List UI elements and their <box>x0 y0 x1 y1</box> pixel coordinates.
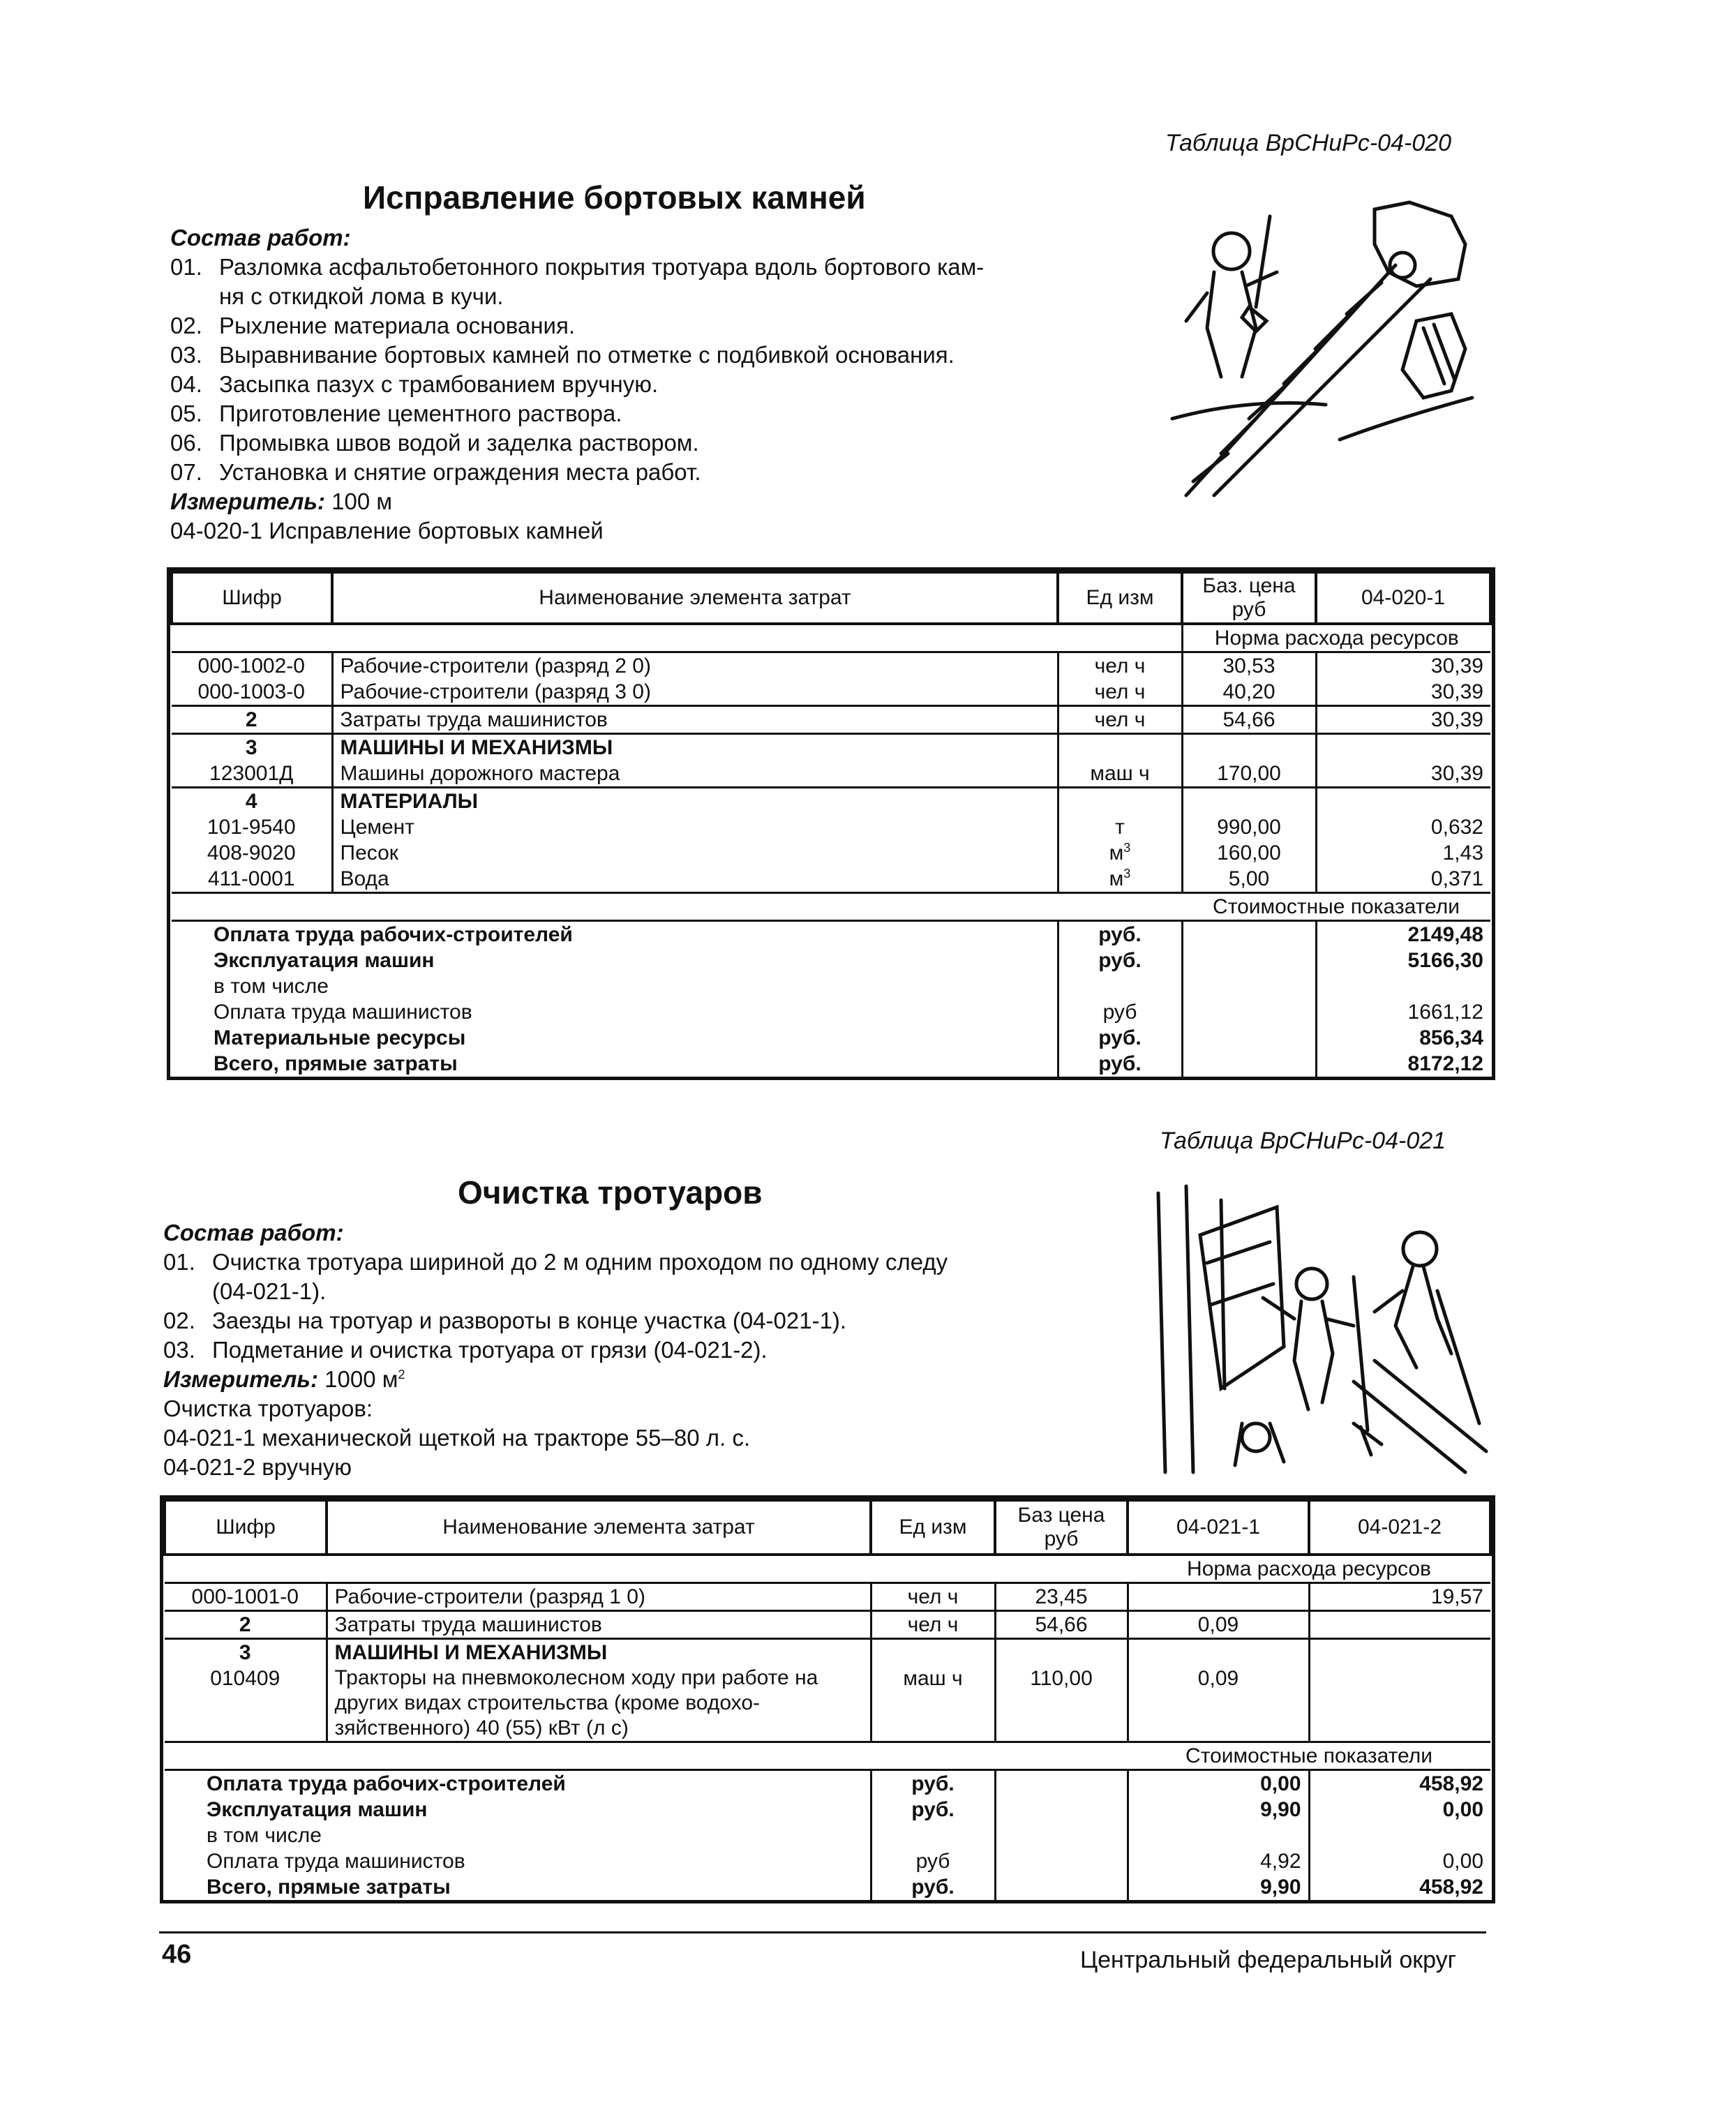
cost-row: Оплата труда рабочих-строителей руб. 0,00 458,92 <box>165 1770 1490 1797</box>
broom-icon <box>1354 1277 1368 1430</box>
work-composition-04-021 <box>163 1218 1098 1482</box>
norma-label: Норма расхода ресурсов <box>1128 1555 1490 1583</box>
table-row: 000-1001-0 Рабочие-строители (разряд 1 0) чел ч 23,45 19,57 <box>165 1583 1490 1611</box>
table-row: 000-1003-0 Рабочие-строители (разряд 3 0) чел ч 40,20 30,39 <box>172 679 1490 706</box>
cost-row: Всего, прямые затраты руб. 9,90 458,92 <box>165 1874 1490 1900</box>
shovel-icon <box>1256 216 1270 307</box>
header-col-04-021-1: 04-021-1 <box>1128 1500 1309 1555</box>
header-name: Наименование элемента затрат <box>327 1500 871 1555</box>
curb-repair-illustration <box>1165 188 1486 502</box>
table-row: 123001Д Машины дорожного мастера маш ч 170,00 30,39 <box>172 761 1490 788</box>
sub-line: 04-021-2 вручную <box>163 1454 352 1480</box>
work-item: 02. Заезды на тротуар и развороты в конце участка (04-021-1). <box>163 1308 847 1333</box>
sub-line: 04-021-1 механической щеткой на тракторе 55–80 л. с. <box>163 1425 750 1451</box>
work-item: (04-021-1). <box>212 1278 327 1304</box>
header-col-04-021-2: 04-021-2 <box>1309 1500 1490 1555</box>
header-unit: Ед изм <box>1058 572 1182 624</box>
table-row: 101-9540 Цемент т 990,00 0,632 <box>172 814 1490 840</box>
table-row: 408-9020 Песок $м^3$ 160,00 1,43 <box>172 840 1490 866</box>
tractor-cab-icon <box>1200 1207 1284 1389</box>
cost-row: Эксплуатация машин руб. 5166,30 <box>172 948 1490 973</box>
sidewalk-cleaning-illustration <box>1144 1179 1493 1479</box>
header-shifr: Шифр <box>165 1500 327 1555</box>
table-row: 4 МАТЕРИАЛЫ <box>172 788 1490 815</box>
work-item: 06. Промывка швов водой и заделка раствором. <box>170 430 699 456</box>
work-item: 01. Очистка тротуара шириной до 2 м одним проходом по одному следу <box>163 1249 948 1275</box>
table-header-row <box>165 1500 1490 1555</box>
header-price: Баз. цена руб <box>1182 572 1316 624</box>
measure-line: Измеритель: 100 м <box>170 488 393 514</box>
stoim-label: Стоимостные показатели <box>1128 1742 1490 1770</box>
header-shifr: Шифр <box>172 572 332 624</box>
work-list <box>170 253 1091 487</box>
work-item: 04. Засыпка пазух с трамбованием вручную. <box>170 371 659 397</box>
resource-table-04-020 <box>170 571 1492 1077</box>
cost-row: Материальные ресурсы руб. 856,34 <box>172 1025 1490 1051</box>
table-row: 000-1002-0 Рабочие-строители (разряд 2 0) чел ч 30,53 30,39 <box>172 652 1490 680</box>
cost-row: в том числе <box>172 973 1490 999</box>
table-row: 3 МАШИНЫ И МЕХАНИЗМЫ <box>165 1639 1490 1666</box>
work-item: 03. Подметание и очистка тротуара от грязи (04-021-2). <box>163 1337 768 1363</box>
work-item: 05. Приготовление цементного раствора. <box>170 401 622 426</box>
stoim-label: Стоимостные показатели <box>1182 893 1490 921</box>
header-name: Наименование элемента затрат <box>332 572 1058 624</box>
section-title-04-020: Исправление бортовых камней <box>363 179 866 216</box>
footer-rule <box>159 1931 1486 1933</box>
rake-icon <box>1437 1291 1479 1423</box>
worker-head-icon <box>1213 233 1250 269</box>
work-composition-04-020 <box>170 223 1091 546</box>
cost-row: Оплата труда машинистов руб 4,92 0,00 <box>165 1848 1490 1874</box>
header-col-04-020-1: 04-020-1 <box>1316 572 1490 624</box>
cost-row: Эксплуатация машин руб. 9,90 0,00 <box>165 1797 1490 1823</box>
norma-band <box>165 1555 1490 1583</box>
table-row: 010409 Тракторы на пневмоколесном ходу при работе на других видах строительства (кроме водохо-зяйственного) 40 (55) кВт (л с) маш ч 110,00 0,09 <box>165 1666 1490 1742</box>
worker-head-icon <box>1296 1269 1327 1299</box>
work-item: 01. Разломка асфальтобетонного покрытия тротуара вдоль бортового кам- <box>170 254 985 280</box>
resource-table-04-021 <box>163 1499 1492 1900</box>
table-row: 2 Затраты труда машинистов чел ч 54,66 30,39 <box>172 706 1490 734</box>
cost-row: Всего, прямые затраты руб. 8172,12 <box>172 1051 1490 1077</box>
section-title-04-021: Очистка тротуаров <box>458 1174 763 1211</box>
table-caption-04-021: Таблица ВрСНиРс-04-021 <box>1160 1128 1446 1154</box>
footer-region: Центральный федеральный округ <box>1080 1947 1457 1973</box>
sostav-label: Состав работ: <box>163 1220 344 1245</box>
work-item: 03. Выравнивание бортовых камней по отметке с подбивкой основания. <box>170 342 955 368</box>
page-number: 46 <box>162 1940 192 1969</box>
stoim-band <box>165 1742 1490 1770</box>
header-unit: Ед изм <box>871 1500 995 1555</box>
cost-row: Оплата труда машинистов руб 1661,12 <box>172 999 1490 1025</box>
table-row: 3 МАШИНЫ И МЕХАНИЗМЫ <box>172 734 1490 761</box>
cost-row: Оплата труда рабочих-строителей руб. 2149,48 <box>172 921 1490 948</box>
code-line: 04-020-1 Исправление бортовых камней <box>170 518 604 544</box>
measure-line: Измеритель: 1000 $м^2$ <box>163 1366 405 1392</box>
norma-band <box>172 624 1490 652</box>
work-item: 02. Рыхление материала основания. <box>170 313 575 338</box>
header-price: Баз цена руб <box>995 1500 1128 1555</box>
norma-label: Норма расхода ресурсов <box>1182 624 1490 652</box>
table-row: 411-0001 Вода $м^3$ 5,00 0,371 <box>172 866 1490 893</box>
sostav-label: Состав работ: <box>170 225 351 250</box>
roller-machine-icon <box>1375 202 1465 286</box>
work-item: ня с откидкой лома в кучи. <box>219 283 504 309</box>
cost-row: в том числе <box>165 1823 1490 1848</box>
sub-title: Очистка тротуаров: <box>163 1396 373 1421</box>
table-header-row <box>172 572 1490 624</box>
work-list <box>163 1248 1098 1365</box>
work-item: 07. Установка и снятие ограждения места работ. <box>170 459 701 485</box>
stoim-band <box>172 893 1490 921</box>
table-caption-04-020: Таблица ВрСНиРс-04-020 <box>1165 130 1452 156</box>
table-row: 2 Затраты труда машинистов чел ч 54,66 0,09 <box>165 1611 1490 1639</box>
